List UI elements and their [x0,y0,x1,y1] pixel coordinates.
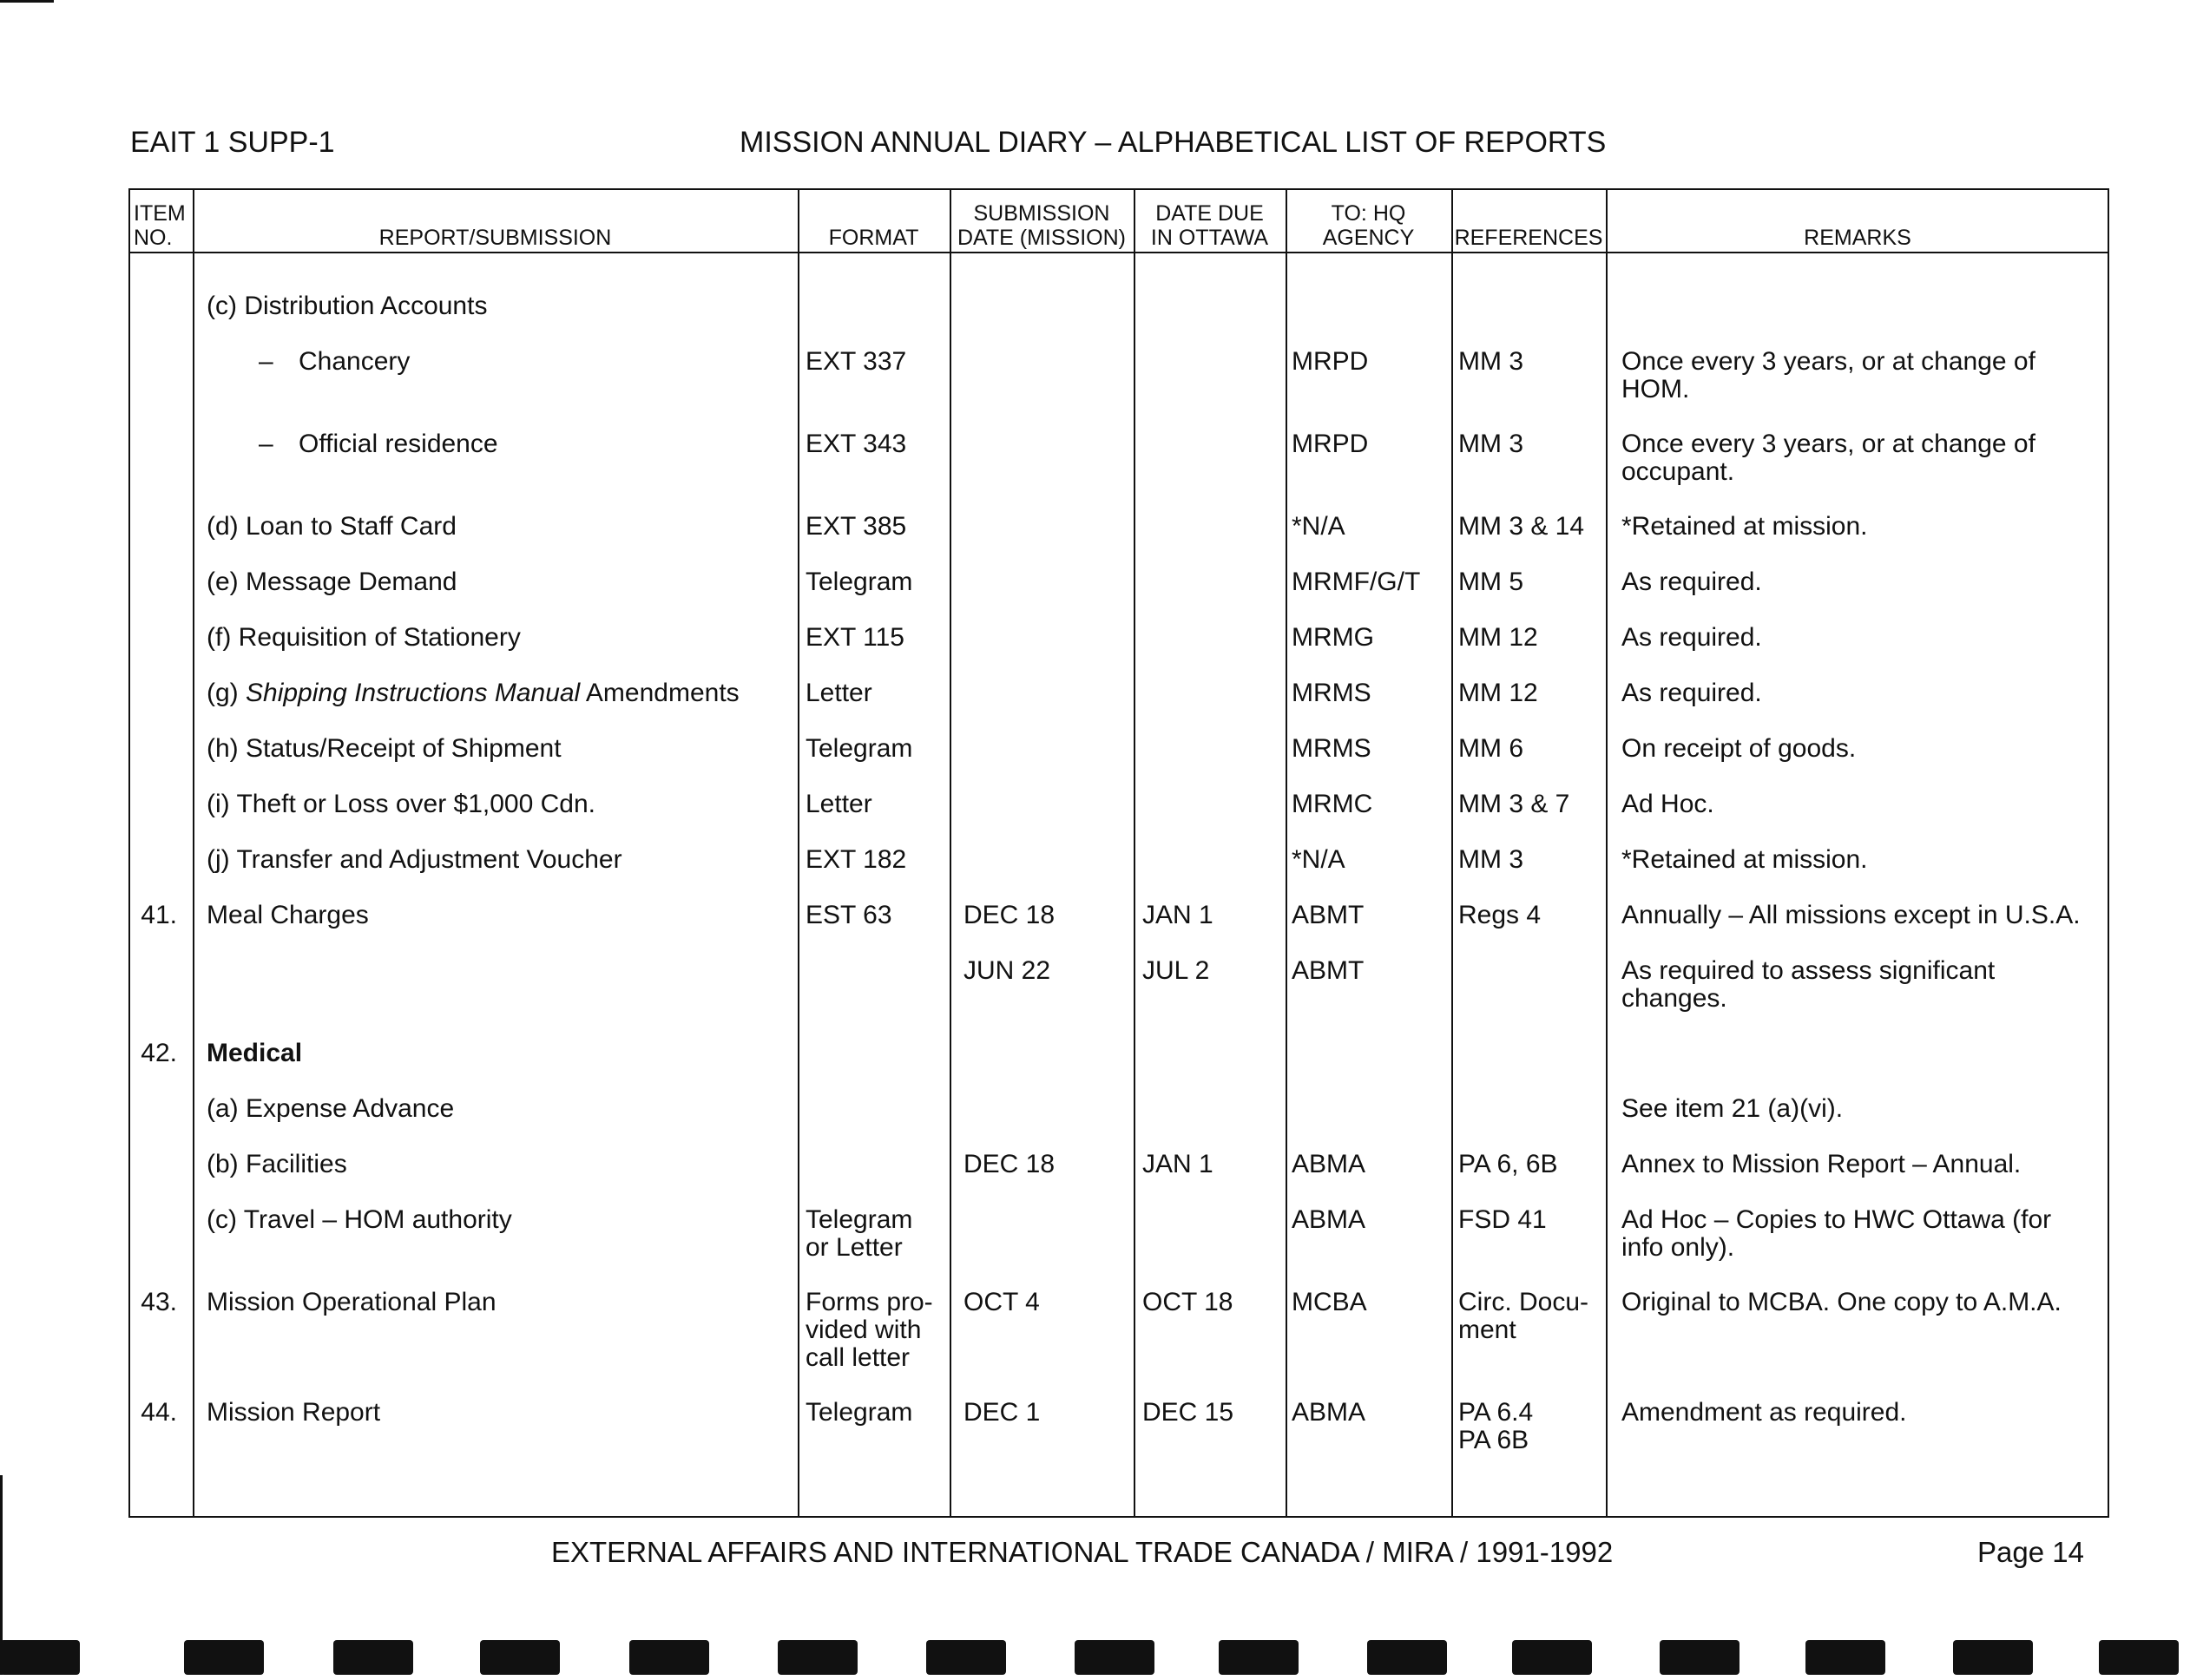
dash-mark: – [259,347,273,376]
column-divider [1286,188,1287,1518]
report-suffix: Amendments [580,679,740,707]
agency-cell: MRPD [1292,430,1369,458]
sprocket-hole [629,1640,709,1675]
report-cell: (d) Loan to Staff Card [207,512,457,541]
report-cell: (c) Travel – HOM authority [207,1205,512,1234]
report-cell: Mission Report [207,1398,381,1427]
agency-cell: ABMA [1292,1205,1366,1234]
format-cell: Letter [806,679,872,707]
sprocket-hole [1219,1640,1299,1675]
item-number: 43. [141,1288,177,1316]
column-divider [1134,188,1135,1518]
remarks-cell: As required. [1621,679,1762,707]
remarks-cell: *Retained at mission. [1621,512,1868,541]
remarks-cell: *Retained at mission. [1621,845,1868,874]
report-cell: (j) Transfer and Adjustment Voucher [207,845,622,874]
remarks-cell: On receipt of goods. [1621,734,1857,763]
col-header-remarks: REMARKS [1804,226,1911,250]
format-cell: EXT 182 [806,845,907,874]
column-divider [1606,188,1608,1518]
sprocket-hole [926,1640,1006,1675]
agency-cell: MRMF/G/T [1292,568,1421,596]
sprocket-hole [1953,1640,2033,1675]
agency-cell: MCBA [1292,1288,1367,1316]
remarks-cell: Annually – All missions except in U.S.A. [1621,901,2081,929]
report-cell: (i) Theft or Loss over $1,000 Cdn. [207,790,596,818]
report-cell: Meal Charges [207,901,369,929]
references-cell: MM 12 [1458,623,1538,652]
col-header-item: ITEM NO. [134,201,186,250]
col-header-agency: TO: HQ AGENCY [1322,201,1415,250]
due-cell: DEC 15 [1142,1398,1234,1427]
sprocket-hole [184,1640,264,1675]
agency-cell: ABMA [1292,1150,1366,1178]
remarks-cell: Once every 3 years, or at change of HOM. [1621,347,2035,404]
agency-cell: ABMA [1292,1398,1366,1427]
remarks-cell: Ad Hoc – Copies to HWC Ottawa (for info only). [1621,1205,2052,1262]
report-cell [207,679,740,707]
item-number: 44. [141,1398,177,1427]
due-cell: JUL 2 [1142,956,1210,985]
references-cell: MM 12 [1458,679,1538,707]
submission-cell: DEC 1 [963,1398,1041,1427]
remarks-cell: Annex to Mission Report – Annual. [1621,1150,2022,1178]
item-number: 42. [141,1039,177,1067]
header-divider [128,252,2109,253]
column-divider [193,188,194,1518]
references-cell: MM 3 [1458,430,1523,458]
format-cell: EST 63 [806,901,892,929]
submission-cell: JUN 22 [963,956,1051,985]
format-cell: Letter [806,790,872,818]
report-cell: (h) Status/Receipt of Shipment [207,734,562,763]
report-cell: Mission Operational Plan [207,1288,497,1316]
references-cell: MM 6 [1458,734,1523,763]
references-cell: PA 6.4 PA 6B [1458,1398,1534,1454]
due-cell: OCT 18 [1142,1288,1233,1316]
document-code: EAIT 1 SUPP-1 [130,126,335,159]
report-cell: (c) Distribution Accounts [207,292,488,320]
format-cell: Telegram [806,734,913,763]
references-cell: Regs 4 [1458,901,1542,929]
references-cell: MM 3 & 14 [1458,512,1585,541]
sprocket-hole [333,1640,413,1675]
agency-cell: ABMT [1292,901,1365,929]
agency-cell: ABMT [1292,956,1365,985]
agency-cell: MRMC [1292,790,1373,818]
references-cell: FSD 41 [1458,1205,1547,1234]
submission-cell: DEC 18 [963,901,1056,929]
col-header-due: DATE DUE IN OTTAWA [1150,201,1269,250]
format-cell: Telegram [806,1398,913,1427]
references-cell: MM 3 [1458,845,1523,874]
references-cell: MM 3 [1458,347,1523,376]
agency-cell: *N/A [1292,512,1345,541]
references-cell: PA 6, 6B [1458,1150,1558,1178]
column-divider [950,188,951,1518]
sprocket-hole [1367,1640,1447,1675]
col-header-report: REPORT/SUBMISSION [378,226,612,250]
sprocket-hole [1512,1640,1592,1675]
section-heading: Medical [207,1039,303,1067]
format-cell: Telegram or Letter [806,1205,913,1262]
col-header-references: REFERENCES [1454,226,1603,250]
references-cell: MM 3 & 7 [1458,790,1570,818]
report-cell: Official residence [299,430,498,458]
remarks-cell: Ad Hoc. [1621,790,1714,818]
format-cell: Telegram [806,568,913,596]
sprocket-hole [1805,1640,1885,1675]
sprocket-hole [0,1640,80,1675]
page-number: Page 14 [1977,1536,2084,1568]
due-cell: JAN 1 [1142,1150,1213,1178]
report-cell: (b) Facilities [207,1150,347,1178]
format-cell: Forms pro- vided with call letter [806,1288,933,1372]
sprocket-hole [2099,1640,2179,1675]
agency-cell: MRPD [1292,347,1369,376]
col-header-submission: SUBMISSION DATE (MISSION) [957,201,1126,250]
submission-cell: DEC 18 [963,1150,1056,1178]
report-cell: (a) Expense Advance [207,1094,455,1123]
format-cell: EXT 337 [806,347,907,376]
manual-title: Shipping Instructions Manual [246,679,581,707]
sprocket-hole [1660,1640,1740,1675]
col-header-format: FORMAT [828,226,919,250]
agency-cell: *N/A [1292,845,1345,874]
report-prefix: (g) [207,679,246,707]
remarks-cell: Original to MCBA. One copy to A.M.A. [1621,1288,2062,1316]
format-cell: EXT 385 [806,512,907,541]
remarks-cell: See item 21 (a)(vi). [1621,1094,1844,1123]
format-cell: EXT 115 [806,623,904,652]
scan-mark [0,0,54,3]
submission-cell: OCT 4 [963,1288,1040,1316]
agency-cell: MRMG [1292,623,1374,652]
remarks-cell: Amendment as required. [1621,1398,1907,1427]
report-cell: (f) Requisition of Stationery [207,623,521,652]
item-number: 41. [141,901,177,929]
document-title: MISSION ANNUAL DIARY – ALPHABETICAL LIST OF REPORTS [740,126,1607,159]
remarks-cell: As required. [1621,623,1762,652]
due-cell: JAN 1 [1142,901,1213,929]
column-divider [798,188,799,1518]
references-cell: Circ. Docu- ment [1458,1288,1589,1344]
dash-mark: – [259,430,273,458]
sprocket-hole [480,1640,560,1675]
report-cell: Chancery [299,347,411,376]
column-divider [1451,188,1453,1518]
remarks-cell: As required. [1621,568,1762,596]
agency-cell: MRMS [1292,734,1371,763]
report-cell: (e) Message Demand [207,568,457,596]
remarks-cell: Once every 3 years, or at change of occupant. [1621,430,2035,486]
agency-cell: MRMS [1292,679,1371,707]
sprocket-hole [778,1640,858,1675]
format-cell: EXT 343 [806,430,907,458]
sprocket-hole [1075,1640,1154,1675]
references-cell: MM 5 [1458,568,1523,596]
remarks-cell: As required to assess significant changes. [1621,956,1996,1013]
footer-publisher: EXTERNAL AFFAIRS AND INTERNATIONAL TRADE CANADA / MIRA / 1991-1992 [551,1536,1614,1568]
